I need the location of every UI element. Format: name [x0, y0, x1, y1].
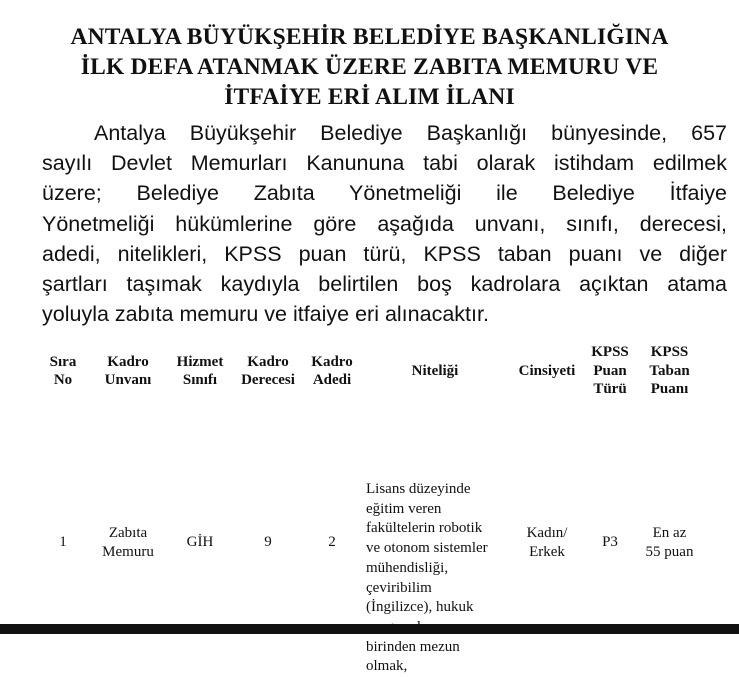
cell-kadro-unvani: Zabıta Memuru — [102, 525, 154, 560]
header-kpss-puan-turu: KPSS Puan Türü — [591, 344, 629, 398]
paragraph-line: Antalya Büyükşehir Belediye Başkanlığı bünyesinde, 657 — [94, 121, 727, 145]
paragraph-line: şartları taşımak kaydıyla belirtilen boş kadrolara açıktan atama — [42, 272, 727, 297]
header-kadro-adedi: Kadro Adedi — [311, 353, 353, 388]
cell-niteligi: Lisans düzeyinde eğitim veren fakültelerin robotik ve otonom sistemler mühendisliği, çeviribilim (İngilizce), hukuk birinden mezun olmak, — [366, 481, 488, 675]
header-hizmet-sinifi: Hizmet Sınıfı — [176, 353, 224, 388]
table-row — [38, 402, 703, 677]
paragraph-line: yoluyla zabıta memuru ve itfaiye eri alınacaktır. — [42, 302, 489, 327]
cell-kadro-adedi: 2 — [328, 534, 336, 551]
header-kpss-taban-puani: KPSS Taban Puanı — [649, 344, 690, 398]
header-kadro-derecesi: Kadro Derecesi — [241, 353, 295, 388]
cell-kpss-taban-puani: En az 55 puan — [645, 525, 694, 560]
cell-sira-no: 1 — [59, 534, 67, 551]
paragraph-line: sayılı Devlet Memurları Kanununa tabi olarak istihdam edilmek — [42, 151, 727, 176]
paragraph-line: üzere; Belediye Zabıta Yönetmeliği ile Belediye İtfaiye — [42, 181, 727, 206]
title-line: İLK DEFA ATANMAK ÜZERE ZABITA MEMURU VE — [80, 54, 659, 80]
cell-hizmet-sinifi: GİH — [186, 534, 214, 551]
title-line: ANTALYA BÜYÜKŞEHİR BELEDİYE BAŞKANLIĞINA — [70, 24, 669, 50]
header-niteligi: Niteliği — [411, 362, 459, 379]
header-cinsiyeti: Cinsiyeti — [518, 362, 576, 379]
cell-kadro-derecesi: 9 — [264, 534, 272, 551]
announcement-title — [20, 22, 719, 112]
title-line: İTFAİYE ERİ ALIM İLANI — [224, 84, 515, 110]
announcement-paragraph — [42, 118, 727, 329]
cell-cinsiyeti: Kadın/ Erkek — [526, 525, 568, 560]
paragraph-line: adedi, nitelikleri, KPSS puan türü, KPSS taban puanı ve diğer — [42, 241, 727, 266]
header-sira-no: Sıra No — [49, 353, 77, 388]
header-kadro-unvani: Kadro Unvanı — [104, 353, 152, 388]
bottom-border — [0, 624, 739, 634]
paragraph-line: Yönetmeliği hükümlerine göre aşağıda unvanı, sınıfı, derecesi, — [42, 211, 727, 236]
table-header-row — [38, 340, 703, 402]
cell-kpss-puan-turu: P3 — [602, 534, 618, 551]
